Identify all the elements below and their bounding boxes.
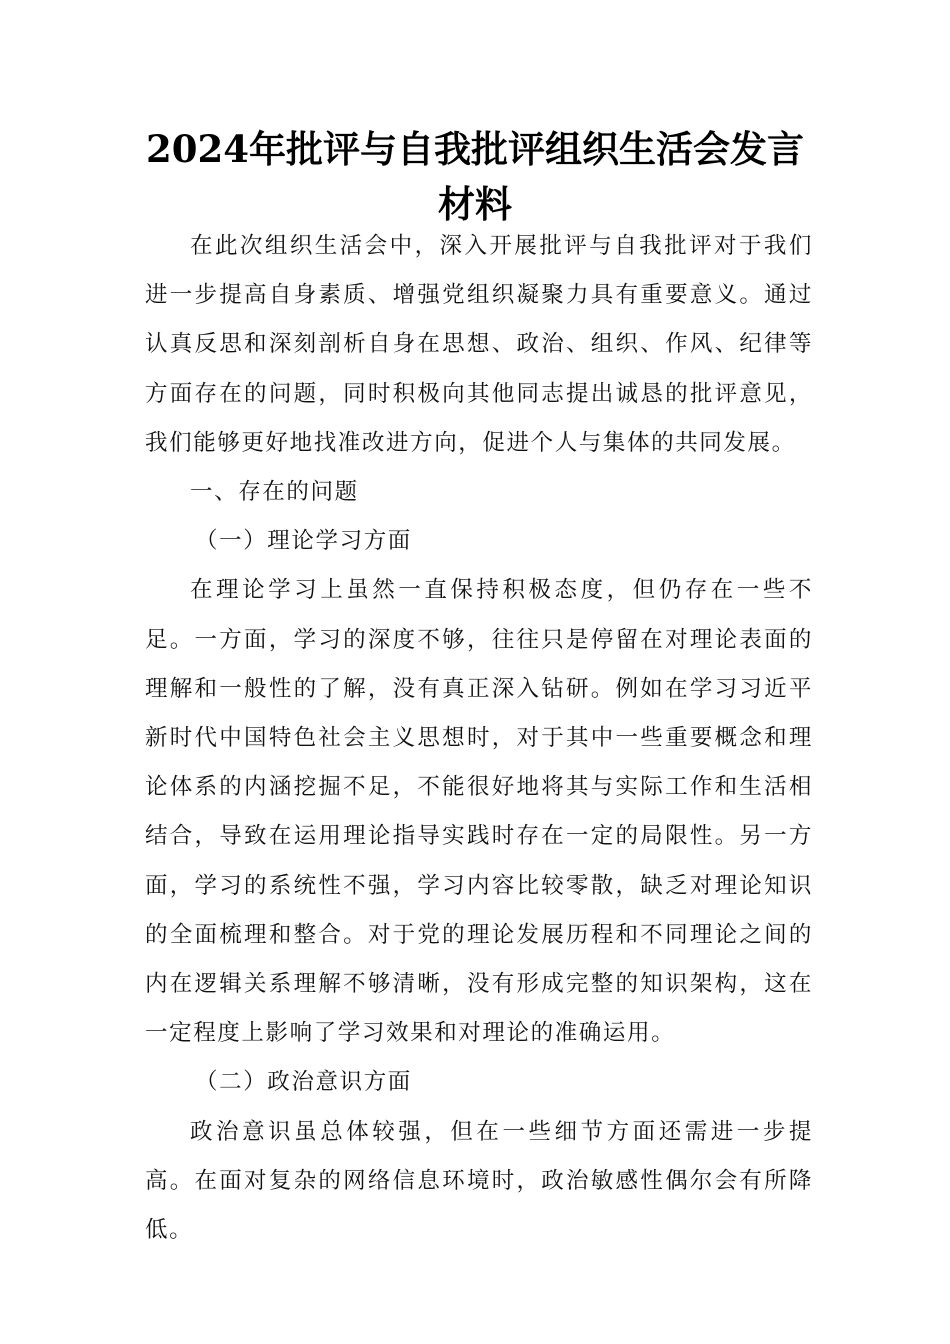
subsection-political-heading: （二）政治意识方面 — [195, 1069, 412, 1096]
subsection-theory-paragraph: 在理论学习上虽然一直保持积极态度，但仍存在一些不足。一方面，学习的深度不够，往往只是停留在对理论表面的理解和一般性的了解，没有真正深入钻研。例如在学习习近平新时代中国特色社会主义思想时，对于其中一些重要概念和理论体系的内涵挖掘不足，不能很好地将其与实际工作和生活相结合，导致在运用理论指导实践时存在一定的局限性。另一方面，学习的系统性不强，学习内容比较零散，缺乏对理论知识的全面梳理和整合。对于党的理论发展历程和不同理论之间的内在逻辑关系理解不够清晰，没有形成完整的知识架构，这在一定程度上影响了学习效果和对理论的准确运用。 — [145, 577, 813, 1047]
document-body — [145, 222, 813, 1255]
subsection-political-paragraph: 政治意识虽总体较强，但在一些细节方面还需进一步提高。在面对复杂的网络信息环境时，政治敏感性偶尔会有所降低。 — [145, 1118, 813, 1244]
intro-paragraph: 在此次组织生活会中，深入开展批评与自我批评对于我们进一步提高自身素质、增强党组织凝聚力具有重要意义。通过认真反思和深刻剖析自身在思想、政治、组织、作风、纪律等方面存在的问题，同时积极向其他同志提出诚恳的批评意见，我们能够更好地找准改进方向，促进个人与集体的共同发展。 — [145, 233, 813, 456]
subsection-theory-heading: （一）理论学习方面 — [195, 528, 412, 555]
document-title: 2024年批评与自我批评组织生活会发言材料 — [146, 127, 804, 226]
section-one-heading: 一、存在的问题 — [190, 479, 359, 506]
